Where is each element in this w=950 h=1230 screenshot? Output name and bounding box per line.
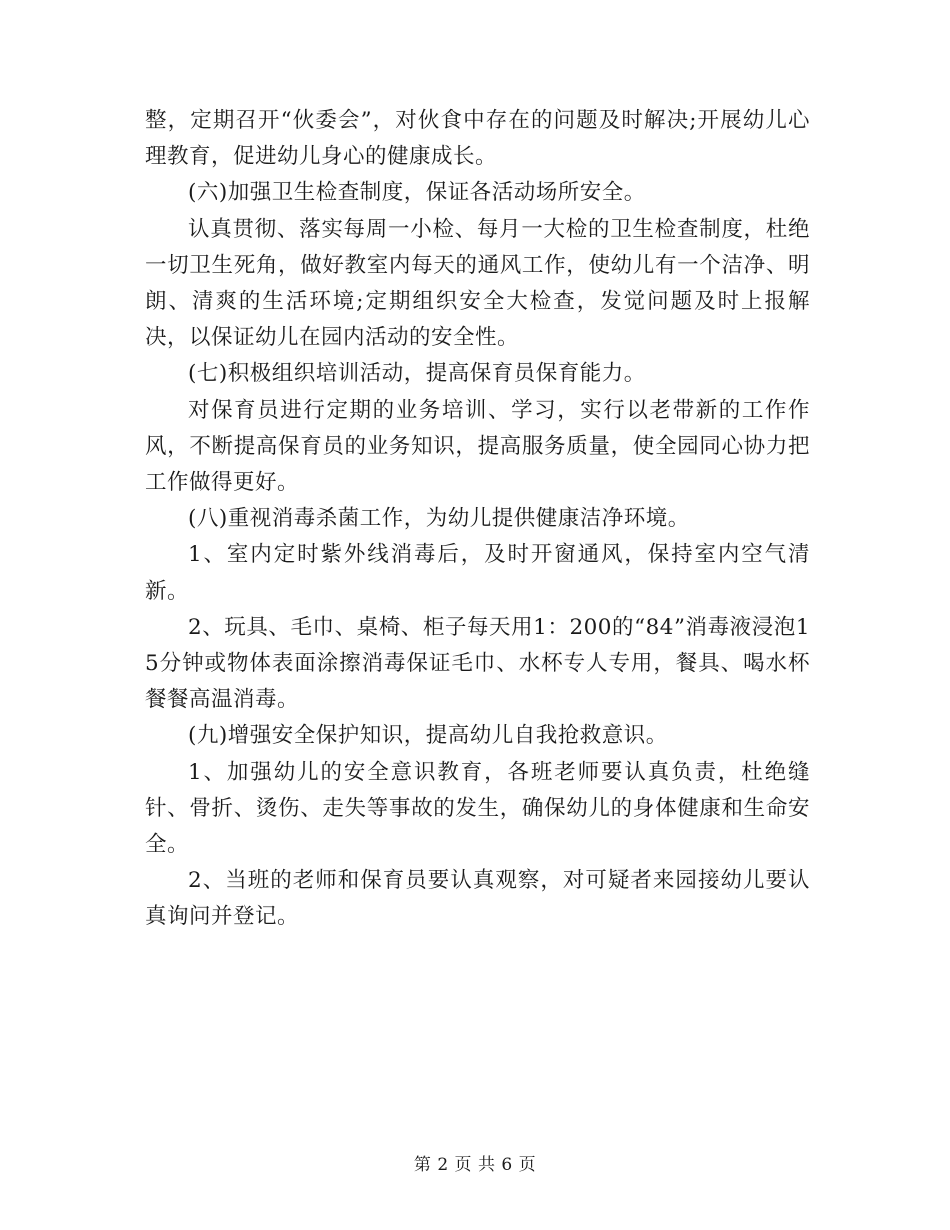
section-heading-8: (八)重视消毒杀菌工作，为幼儿提供健康洁净环境。 [188, 506, 690, 532]
page-footer [0, 1153, 950, 1177]
list-item-safety-2: 2、当班的老师和保育员要认真观察，对可疑者来园接幼儿要认真询问并登记。 [145, 868, 810, 930]
section-heading-6: (六)加强卫生检查制度，保证各活动场所安全。 [188, 180, 646, 206]
list-item-safety-1: 1、加强幼儿的安全意识教育，各班老师要认真负责，杜绝缝针、骨折、烫伤、走失等事故的发生，确保幼儿的身体健康和生命安全。 [145, 759, 810, 858]
list-item-disinfection-2: 2、玩具、毛巾、桌椅、柜子每天用1：200的“84”消毒液浸泡15分钟或物体表面涂擦消毒保证毛巾、水杯专人专用，餐具、喝水杯餐餐高温消毒。 [145, 614, 810, 713]
list-item-disinfection-1: 1、室内定时紫外线消毒后，及时开窗通风，保持室内空气清新。 [145, 542, 810, 604]
paragraph-continuation: 整，定期召开“伙委会”，对伙食中存在的问题及时解决;开展幼儿心理教育，促进幼儿身心的健康成长。 [145, 108, 810, 170]
paragraph-hygiene-inspection: 认真贯彻、落实每周一小检、每月一大检的卫生检查制度，杜绝一切卫生死角，做好教室内每天的通风工作，使幼儿有一个洁净、明朗、清爽的生活环境;定期组织安全大检查，发觉问题及时上报解决，以保证幼儿在园内活动的安全性。 [145, 216, 810, 351]
paragraph-staff-training: 对保育员进行定期的业务培训、学习，实行以老带新的工作作风，不断提高保育员的业务知识，提高服务质量，使全园同心协力把工作做得更好。 [145, 397, 810, 496]
section-heading-7: (七)积极组织培训活动，提高保育员保育能力。 [188, 361, 646, 387]
page-number-label: 第 2 页 共 6 页 [413, 1155, 537, 1175]
document-body [145, 103, 810, 936]
section-heading-9: (九)增强安全保护知识，提高幼儿自我抢救意识。 [188, 723, 668, 749]
